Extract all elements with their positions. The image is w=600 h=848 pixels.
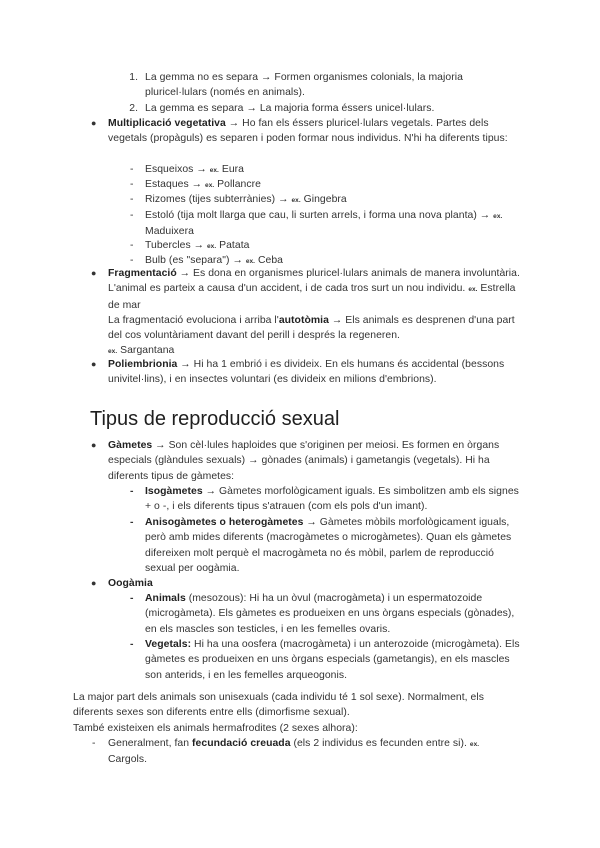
example-text: Sargantana [117,345,175,357]
list-number: 1. [129,72,138,83]
item-text: Estaques → [145,179,206,190]
list-item-text [145,162,515,178]
item-text: (els 2 individus es fecunden entre si). [290,738,470,749]
item-text: Generalment, fan [108,738,193,749]
list-item-text [145,637,520,683]
dash-icon: - [130,639,134,650]
dash-icon: - [130,179,134,190]
list-item-text [145,484,523,515]
item-text: → Gàmetes morfològicament iguals. Es simbolitzen amb els signes + o -, i els diferents tipus s'atrauen (com els pols d'un imant). [145,486,519,513]
paragraph-text: → Es dona en organismes pluricel·lulars animals de manera involuntària. L'animal es parteix a causa d'un accident, i de cada tros surt un nou individu. [108,268,520,295]
term: Gàmetes [108,440,153,451]
dash-icon: - [130,164,134,175]
term: Isogàmetes [145,486,203,497]
item-text: Tubercles → [145,240,207,251]
term: Animals [145,593,186,604]
item-text: Bulb (es "separa") → [145,255,246,266]
section-heading: Tipus de reproducció sexual [90,408,340,430]
bullet-icon: ● [91,440,97,450]
bullet-icon: ● [91,578,97,588]
item-text: Esqueixos → [145,164,210,175]
list-item-text [145,177,515,193]
dash-icon: - [130,210,134,221]
dash-icon: - [130,593,134,604]
list-item-text [108,736,520,768]
paragraph-text: → Hi ha 1 embrió i es divideix. En els humans és accidental (bessons univitel·lins), i en insectes voluntari (es divideix en milions d'embrions). [108,359,505,386]
item-text: (mesozous): Hi ha un òvul (macrogàmeta) i un espermatozoide (microgàmeta). Els gàmetes es produeixen en uns òrgans especials (gònades), en els mascles son testicles, i en les femelles ovaris. [145,593,515,635]
example-label: ex. [245,258,256,265]
item-text: Rizomes (tijes subterrànies) → [145,194,292,205]
dash-icon: - [92,738,96,749]
item-text: Estoló (tija molt llarga que cau, li surten arrels, i forma una nova planta) → [145,210,494,221]
fragmentacio-paragraph [108,266,528,360]
bullet-icon: ● [91,118,97,128]
list-item-text: La gemma no es separa → Formen organismes colonials, la majoria pluricel·lulars (només en animals). [145,72,463,99]
gametes-paragraph [108,438,520,484]
example-label: ex. [108,348,118,356]
example-label: ex. [207,243,217,250]
example-label: ex. [205,182,215,189]
term: fecundació creuada [192,738,291,749]
term: Anisogàmetes o heterogàmetes [145,517,304,528]
item-text: Hi ha una oosfera (macrogàmeta) i un anterozoide (microgàmeta). Els gàmetes es produeixen en uns òrgans especials (gametangis), en els mascles son anterids, i en les femelles arqueogonis. [145,639,520,681]
list-number: 2. [129,103,138,114]
term: Oogàmia [108,578,153,589]
example-label: ex. [291,197,301,204]
paragraph [73,690,525,736]
paragraph-text: → Els animals es desprenen d'una part del cos voluntàriament davant del perill i després la regeneren. [108,314,515,342]
term: Fragmentació [108,268,177,279]
list-item-text [145,192,515,208]
example-text: Eura [218,164,244,175]
list-item-text [145,238,515,254]
dash-icon: - [130,517,134,528]
paragraph-text: → Ho fan els éssers pluricel·lulars vegetals. Partes dels vegetals (propàguls) es separen i poden formar nous individus. N'hi ha diferents tipus: [108,118,508,145]
example-label: ex. [468,286,478,294]
example-text: Patata [216,240,250,251]
term: Poliembrionia [108,359,178,370]
list-item-text [145,515,523,576]
list-item-text [145,591,520,637]
example-text: Cargols. [108,754,148,766]
bullet-icon: ● [91,268,97,278]
bullet-icon: ● [91,359,97,369]
example-text: Estrella de mar [108,283,516,311]
paragraph-text: També existeixen els animals hermafrodites (2 sexes alhora): [73,722,358,734]
term: autotòmia [278,314,329,326]
example-text: Maduixera [145,226,194,238]
oogamia-heading [108,576,520,591]
example-label: ex. [469,741,480,748]
dash-icon: - [130,486,134,497]
example-label: ex. [209,167,219,174]
example-text: Gingebra [300,194,347,205]
term: Vegetals: [145,639,192,650]
example-text: Pollancre [214,179,261,190]
list-item-text: La gemma es separa → La majoria forma éssers unicel·lulars. [145,103,435,114]
term: Multiplicació vegetativa [108,118,226,129]
example-label: ex. [493,213,503,220]
item-text: → Gàmetes mòbils morfològicament iguals, però amb mides diferents (macrogàmetes o microgàmetes). Quan els gàmetes difereixen molt perquè el macrogàmeta no és mòbil, parlem de reproducció sexual per oogàmia. [145,517,512,574]
poliembrionia-paragraph [108,357,520,388]
multiplicacio-paragraph [108,116,523,147]
list-item-text [145,208,530,240]
dash-icon: - [130,194,134,205]
paragraph-text: La fragmentació evoluciona i arriba l' [108,314,279,326]
example-text: Ceba [255,255,283,266]
paragraph-text: La major part dels animals son unisexuals (cada individu té 1 sol sexe). Normalment, els diferents sexes son diferents entre ells (dimorfisme sexual). [73,692,484,719]
dash-icon: - [130,240,134,251]
dash-icon: - [130,255,134,266]
paragraph-text: → Son cèl·lules haploides que s'originen per meiosi. Es formen en òrgans especials (glàndules sexuals) → gònades (animals) i gametangis (vegetals). Hi ha diferents tipus de gàmetes: [108,440,500,482]
